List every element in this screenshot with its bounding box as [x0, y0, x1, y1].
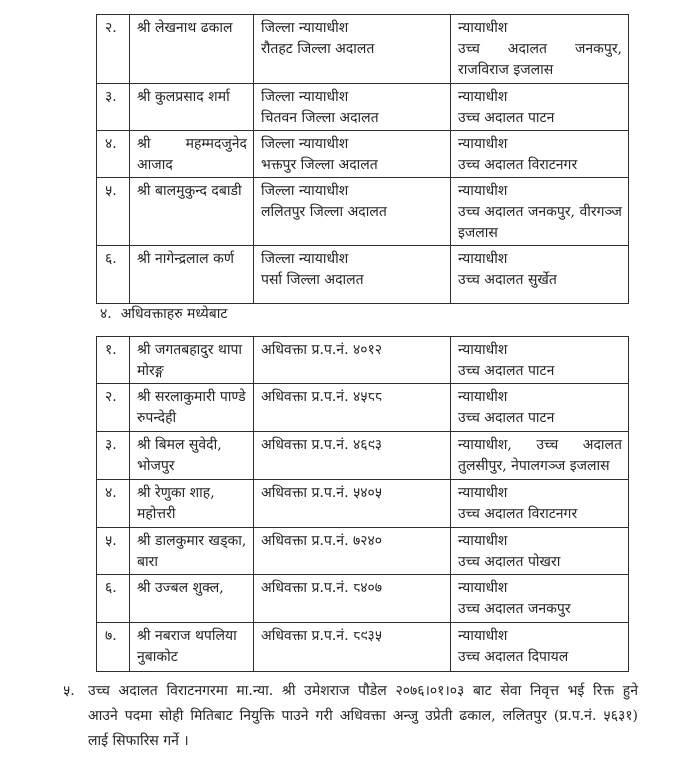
name-cell — [130, 480, 254, 528]
person-name: श्री डालकुमार खड्का, — [137, 533, 247, 549]
registration-cell — [254, 337, 451, 384]
text-line: तुलसीपुर, नेपालगञ्ज इजलास — [458, 458, 610, 474]
table-row — [97, 432, 629, 480]
table-row — [97, 178, 629, 246]
text-line: लाई सिफारिस गर्ने । — [88, 733, 189, 749]
text-line: उच्च अदालत जनकपुर, — [458, 41, 622, 57]
section-number: ४. — [100, 306, 112, 322]
proposed-post-cell — [451, 575, 629, 623]
serial-number: ४. — [105, 136, 117, 152]
serial-cell — [97, 480, 130, 528]
current-post-cell — [254, 178, 451, 246]
text-line: उच्च अदालत जनकपुर, वीरगञ्ज — [458, 204, 622, 220]
table-row — [97, 480, 629, 528]
proposed-post-cell — [451, 84, 629, 131]
serial-number: ७. — [105, 628, 117, 644]
text-line: उच्च अदालत पोखरा — [458, 554, 561, 570]
person-name: श्री कुलप्रसाद शर्मा — [137, 89, 230, 105]
person-name: महोत्तरी — [137, 506, 176, 522]
person-name: श्री सरलाकुमारी पाण्डे — [137, 389, 246, 405]
table-row — [97, 15, 629, 84]
text-line: न्यायाधीश — [458, 628, 508, 644]
serial-number: ५. — [105, 183, 117, 199]
person-name: श्री उज्बल शुक्ल, — [137, 580, 224, 596]
text-line: पर्सा जिल्ला अदालत — [261, 272, 364, 288]
person-name: श्री महम्मदजुनेद — [137, 136, 247, 152]
person-name: रुपन्देही — [137, 410, 177, 426]
person-name: श्री लेखनाथ ढकाल — [137, 20, 233, 36]
person-name: श्री बालमुकुन्द दबाडी — [137, 183, 242, 199]
name-cell — [130, 178, 254, 246]
text-line: उच्च अदालत पाटन — [458, 110, 555, 126]
current-post-cell — [254, 246, 451, 304]
text-line: न्यायाधीश — [458, 485, 508, 501]
recommendation-paragraph — [63, 679, 638, 754]
text-line: उच्च अदालत विराटनगर — [458, 506, 578, 522]
serial-number: ३. — [105, 437, 117, 453]
proposed-post-cell — [451, 131, 629, 178]
advocates-table — [96, 336, 629, 672]
text-line: अधिवक्ता प्र.प.नं. ५४०५ — [261, 485, 383, 501]
registration-cell — [254, 528, 451, 575]
text-line: न्यायाधीश, उच्च अदालत — [458, 437, 622, 453]
table-row — [97, 337, 629, 384]
person-name: आजाद — [137, 157, 173, 173]
serial-number: १. — [105, 342, 117, 358]
section-heading — [100, 303, 227, 325]
text-line: इजलास — [458, 225, 498, 241]
serial-cell — [97, 432, 130, 480]
paragraph-text — [88, 679, 638, 754]
text-line: ललितपुर जिल्ला अदालत — [261, 204, 387, 220]
serial-cell — [97, 178, 130, 246]
serial-cell — [97, 246, 130, 304]
current-post-cell — [254, 84, 451, 131]
proposed-post-cell — [451, 480, 629, 528]
text-line: भक्तपुर जिल्ला अदालत — [261, 157, 378, 173]
name-cell — [130, 623, 254, 672]
proposed-post-cell — [451, 15, 629, 84]
proposed-post-cell — [451, 623, 629, 672]
text-line: अधिवक्ता प्र.प.नं. ७२४० — [261, 533, 383, 549]
text-line: न्यायाधीश — [458, 251, 508, 267]
proposed-post-cell — [451, 528, 629, 575]
paragraph-number: ५. — [63, 683, 75, 699]
person-name: मोरङ्ग — [137, 363, 164, 379]
person-name: श्री जगतबहादुर थापा — [137, 342, 243, 358]
table-row — [97, 131, 629, 178]
name-cell — [130, 15, 254, 84]
name-cell — [130, 84, 254, 131]
text-line: आउने पदमा सोही मितिबाट नियुक्ति पाउने गरी अधिवक्ता अन्जु उप्रेती ढकाल, ललितपुर (प्र.प.नं. ५६३१) — [88, 708, 638, 724]
text-line: न्यायाधीश — [458, 580, 508, 596]
serial-cell — [97, 528, 130, 575]
serial-number: २. — [105, 389, 117, 405]
table-row — [97, 623, 629, 672]
table-row — [97, 246, 629, 304]
name-cell — [130, 131, 254, 178]
name-cell — [130, 246, 254, 304]
person-name: श्री नबराज थपलिया — [137, 628, 237, 644]
serial-cell — [97, 575, 130, 623]
text-line: उच्च अदालत दिपायल — [458, 649, 569, 665]
proposed-post-cell — [451, 384, 629, 432]
person-name: बारा — [137, 554, 158, 570]
person-name: श्री रेणुका शाह, — [137, 485, 215, 501]
text-line: अधिवक्ता प्र.प.नं. ४०१२ — [261, 342, 383, 358]
name-cell — [130, 337, 254, 384]
person-name: श्री बिमल सुवेदी, — [137, 437, 222, 453]
text-line: जिल्ला न्यायाधीश — [261, 136, 349, 152]
proposed-post-cell — [451, 337, 629, 384]
person-name: श्री नागेन्द्रलाल कर्ण — [137, 251, 234, 267]
registration-cell — [254, 623, 451, 672]
proposed-post-cell — [451, 432, 629, 480]
registration-cell — [254, 384, 451, 432]
serial-number: ६. — [105, 251, 117, 267]
proposed-post-cell — [451, 246, 629, 304]
serial-cell — [97, 337, 130, 384]
text-line: उच्च अदालत पाटन — [458, 410, 555, 426]
table-row — [97, 384, 629, 432]
name-cell — [130, 432, 254, 480]
serial-number: ४. — [105, 485, 117, 501]
text-line: उच्च अदालत सुर्खेत — [458, 272, 557, 288]
text-line: अधिवक्ता प्र.प.नं. ४६९३ — [261, 437, 383, 453]
name-cell — [130, 528, 254, 575]
text-line: उच्च अदालत विराटनगरमा मा.न्या. श्री उमेशराज पौडेल २०७६।०१।०३ बाट सेवा निवृत्त भई रिक्त हुने — [88, 683, 638, 699]
text-line: न्यायाधीश — [458, 389, 508, 405]
serial-cell — [97, 84, 130, 131]
table-row — [97, 575, 629, 623]
name-cell — [130, 575, 254, 623]
serial-number: २. — [105, 20, 117, 36]
person-name: भोजपुर — [137, 458, 175, 474]
table-row — [97, 528, 629, 575]
current-post-cell — [254, 15, 451, 84]
serial-cell — [97, 623, 130, 672]
text-line: न्यायाधीश — [458, 136, 508, 152]
current-post-cell — [254, 131, 451, 178]
text-line: अधिवक्ता प्र.प.नं. ८४०७ — [261, 580, 383, 596]
district-judges-table — [96, 14, 629, 304]
registration-cell — [254, 432, 451, 480]
text-line: उच्च अदालत जनकपुर — [458, 601, 571, 617]
proposed-post-cell — [451, 178, 629, 246]
text-line: न्यायाधीश — [458, 183, 508, 199]
text-line: रौतहट जिल्ला अदालत — [261, 41, 375, 57]
serial-number: ३. — [105, 89, 117, 105]
text-line: राजविराज इजलास — [458, 62, 554, 78]
text-line: चितवन जिल्ला अदालत — [261, 110, 379, 126]
registration-cell — [254, 575, 451, 623]
registration-cell — [254, 480, 451, 528]
serial-number: ५. — [105, 533, 117, 549]
table-row — [97, 84, 629, 131]
serial-number: ६. — [105, 580, 117, 596]
serial-cell — [97, 131, 130, 178]
serial-cell — [97, 15, 130, 84]
text-line: उच्च अदालत विराटनगर — [458, 157, 578, 173]
text-line: न्यायाधीश — [458, 342, 508, 358]
text-line: न्यायाधीश — [458, 533, 508, 549]
text-line: न्यायाधीश — [458, 20, 508, 36]
text-line: न्यायाधीश — [458, 89, 508, 105]
text-line: उच्च अदालत पाटन — [458, 363, 555, 379]
section-title: अधिवक्ताहरु मध्येबाट — [120, 306, 228, 322]
text-line: जिल्ला न्यायाधीश — [261, 89, 349, 105]
text-line: जिल्ला न्यायाधीश — [261, 251, 349, 267]
serial-cell — [97, 384, 130, 432]
person-name: नुबाकोट — [137, 649, 178, 665]
name-cell — [130, 384, 254, 432]
text-line: अधिवक्ता प्र.प.नं. ४५८८ — [261, 389, 383, 405]
text-line: अधिवक्ता प्र.प.नं. ८९३५ — [261, 628, 383, 644]
text-line: जिल्ला न्यायाधीश — [261, 183, 349, 199]
text-line: जिल्ला न्यायाधीश — [261, 20, 349, 36]
